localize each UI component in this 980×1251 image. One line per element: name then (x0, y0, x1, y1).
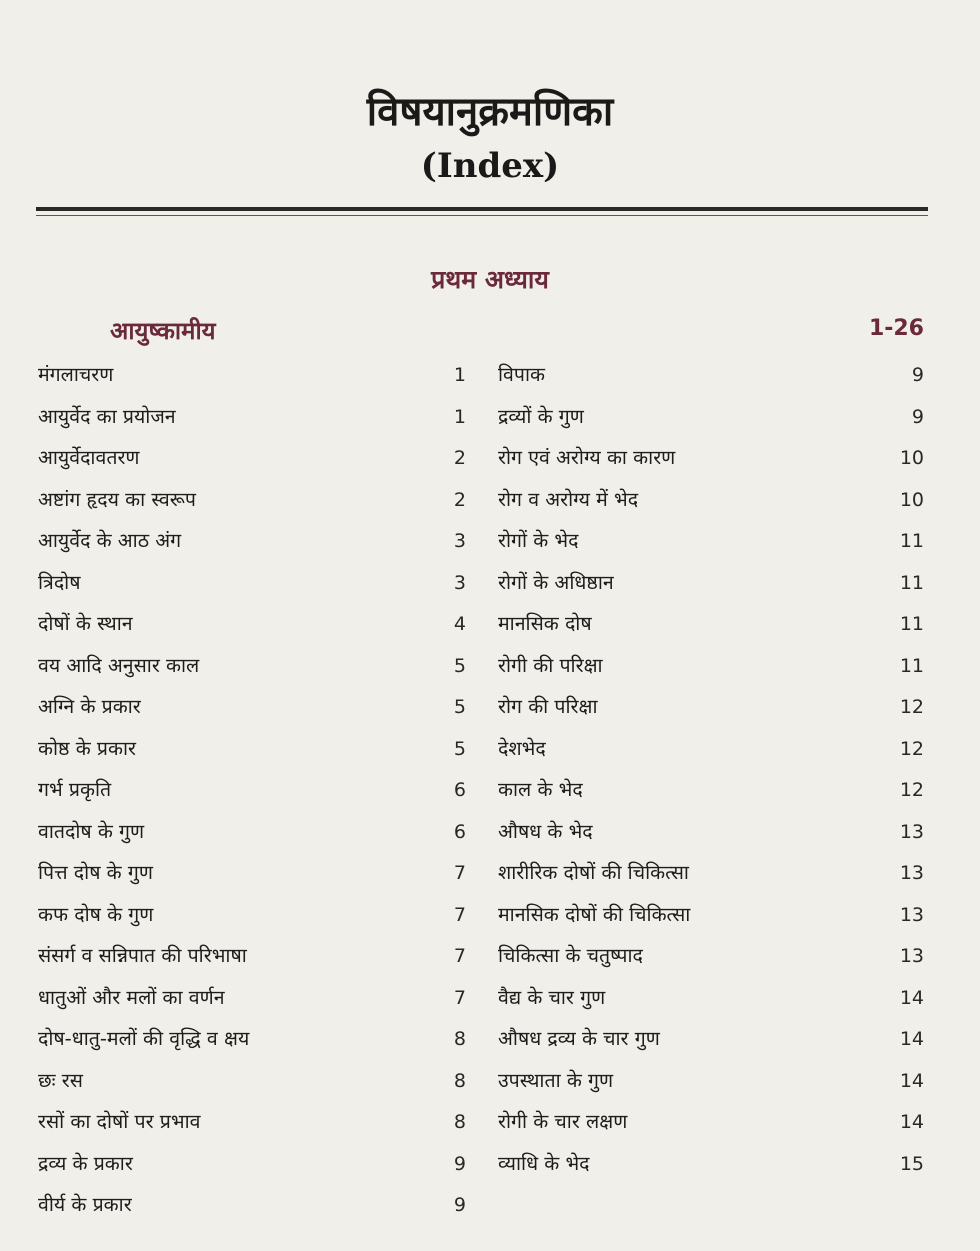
index-entry-page: 15 (899, 1152, 924, 1175)
index-entry-topic: रोगों के अधिष्ठान (498, 570, 614, 594)
index-entry-page: 14 (899, 1028, 924, 1050)
index-entry-page: 8 (453, 1111, 466, 1133)
index-entry (38, 983, 466, 1025)
index-entry (38, 1066, 466, 1108)
section-page-range: 1-26 (868, 316, 924, 341)
index-entry (498, 983, 924, 1025)
index-entry (498, 817, 924, 859)
index-entry (38, 568, 466, 610)
index-entry-topic: दोष-धातु-मलों की वृद्धि व क्षय (38, 1027, 250, 1050)
page-subtitle: (Index) (420, 146, 560, 186)
index-entry (38, 1149, 466, 1191)
index-entry-topic: पित्त दोष के गुण (38, 861, 153, 884)
index-entry (498, 775, 924, 817)
index-entry (38, 360, 466, 402)
index-entry-page: 11 (899, 530, 924, 552)
index-entry-topic: कफ दोष के गुण (38, 902, 154, 926)
index-entry (498, 526, 924, 568)
index-column-right (498, 360, 924, 1190)
index-entry-topic: आयुर्वेदावतरण (38, 446, 140, 469)
index-entry-topic: शारीरिक दोषों की चिकित्सा (498, 861, 689, 884)
index-entry-page: 9 (911, 364, 924, 386)
index-entry-page: 11 (899, 613, 924, 635)
index-entry-topic: कोष्ठ के प्रकार (38, 736, 136, 760)
index-entry-page: 13 (899, 820, 924, 843)
index-entry (498, 443, 924, 485)
index-entry-page: 12 (899, 779, 924, 801)
index-entry-page: 12 (899, 737, 924, 760)
index-entry (38, 1024, 466, 1066)
index-entry-page: 7 (453, 903, 466, 926)
index-entry-topic: संसर्ग व सन्निपात की परिभाषा (38, 944, 247, 967)
index-entry-page: 7 (453, 945, 466, 967)
index-entry-topic: रोग व अरोग्य में भेद (498, 487, 639, 511)
header-rule-thick (36, 207, 928, 211)
index-entry-topic: अष्टांग हृदय का स्वरूप (38, 487, 196, 511)
index-entry-page: 14 (899, 986, 924, 1009)
chapter-heading: प्रथम अध्याय (431, 265, 549, 294)
index-entry-topic: विपाक (498, 363, 545, 386)
index-entry-topic: मानसिक दोष (498, 612, 592, 635)
index-entry-page: 8 (453, 1028, 466, 1050)
index-entry-page: 9 (453, 1152, 466, 1175)
index-entry-topic: रोग एवं अरोग्य का कारण (498, 446, 676, 469)
index-entry-page: 10 (899, 447, 924, 469)
index-entry (38, 775, 466, 817)
index-entry-topic: वैद्य के चार गुण (498, 985, 606, 1009)
index-entry (498, 485, 924, 527)
index-entry (498, 1024, 924, 1066)
index-entry (498, 1107, 924, 1149)
index-entry (38, 443, 466, 485)
index-entry-page: 5 (453, 737, 466, 760)
index-entry-page: 11 (899, 654, 924, 677)
index-entry (498, 360, 924, 402)
index-entry-topic: मानसिक दोषों की चिकित्सा (498, 902, 691, 926)
index-entry-topic: औषध द्रव्य के चार गुण (498, 1027, 660, 1050)
index-entry-page: 5 (453, 654, 466, 677)
index-entry (38, 1107, 466, 1149)
index-entry (38, 526, 466, 568)
index-entry-topic: रोगी के चार लक्षण (498, 1110, 628, 1133)
index-entry (38, 1190, 466, 1232)
index-entry (38, 609, 466, 651)
index-entry-topic: औषध के भेद (498, 819, 593, 843)
index-entry-topic: रोग की परिक्षा (498, 695, 598, 718)
index-entry (498, 651, 924, 693)
index-entry-page: 7 (453, 986, 466, 1009)
index-entry-topic: वातदोष के गुण (38, 819, 145, 843)
index-entry-topic: उपस्थाता के गुण (498, 1068, 614, 1092)
index-entry-page: 13 (899, 903, 924, 926)
index-entry-topic: द्रव्य के प्रकार (38, 1151, 133, 1175)
index-entry (498, 692, 924, 734)
index-entry-page: 14 (899, 1069, 924, 1092)
index-entry-topic: देशभेद (498, 736, 546, 760)
index-entry-topic: काल के भेद (498, 778, 583, 801)
index-entry-page: 1 (453, 405, 466, 428)
index-entry-page: 2 (453, 447, 466, 469)
index-entry-topic: द्रव्यों के गुण (498, 404, 584, 428)
index-entry-topic: रोगी की परिक्षा (498, 653, 603, 677)
index-entry (38, 900, 466, 942)
index-entry-page: 2 (453, 488, 466, 511)
index-column-left (38, 360, 466, 1232)
index-entry-topic: अग्नि के प्रकार (38, 695, 141, 718)
index-entry (38, 817, 466, 859)
index-entry-page: 13 (899, 945, 924, 967)
index-entry (38, 651, 466, 693)
index-entry-topic: आयुर्वेद का प्रयोजन (38, 404, 176, 428)
index-entry-topic: आयुर्वेद के आठ अंग (38, 529, 182, 552)
index-entry (498, 568, 924, 610)
index-entry (498, 1149, 924, 1191)
index-entry (38, 692, 466, 734)
index-entry-topic: दोषों के स्थान (38, 612, 133, 635)
index-entry-topic: वीर्य के प्रकार (38, 1193, 132, 1216)
index-entry-page: 10 (899, 488, 924, 511)
index-entry (38, 734, 466, 776)
index-entry-page: 8 (453, 1069, 466, 1092)
page-title: विषयानुक्रमणिका (366, 89, 614, 135)
index-entry (498, 609, 924, 651)
index-entry-page: 14 (899, 1111, 924, 1133)
index-entry-page: 11 (899, 571, 924, 594)
index-entry-page: 1 (453, 364, 466, 386)
index-entry (498, 858, 924, 900)
index-entry-page: 7 (453, 862, 466, 884)
index-entry-page: 6 (453, 779, 466, 801)
index-entry-topic: वय आदि अनुसार काल (38, 653, 200, 677)
index-entry-page: 9 (911, 405, 924, 428)
index-entry-page: 9 (453, 1194, 466, 1216)
index-entry (498, 734, 924, 776)
index-entry-page: 6 (453, 820, 466, 843)
index-entry (38, 941, 466, 983)
index-entry-topic: मंगलाचरण (38, 363, 114, 386)
index-entry (498, 941, 924, 983)
index-entry-topic: रोगों के भेद (498, 529, 579, 552)
index-entry (498, 402, 924, 444)
index-entry (38, 485, 466, 527)
index-entry-topic: त्रिदोष (38, 570, 81, 594)
header-rule-thin (36, 215, 928, 216)
index-entry-page: 5 (453, 696, 466, 718)
section-title: आयुष्कामीय (110, 317, 216, 345)
index-entry-page: 3 (453, 571, 466, 594)
index-entry (38, 858, 466, 900)
index-entry-topic: रसों का दोषों पर प्रभाव (38, 1110, 201, 1133)
index-entry-topic: छः रस (38, 1068, 83, 1092)
index-entry-page: 4 (453, 613, 466, 635)
index-entry-page: 3 (453, 530, 466, 552)
index-entry (498, 900, 924, 942)
index-entry-topic: व्याधि के भेद (498, 1151, 590, 1175)
index-entry (498, 1066, 924, 1108)
index-entry-topic: धातुओं और मलों का वर्णन (38, 985, 225, 1009)
index-entry (38, 402, 466, 444)
index-entry-page: 13 (899, 862, 924, 884)
index-entry-topic: चिकित्सा के चतुष्पाद (498, 944, 643, 967)
index-entry-page: 12 (899, 696, 924, 718)
index-entry-topic: गर्भ प्रकृति (38, 778, 112, 801)
